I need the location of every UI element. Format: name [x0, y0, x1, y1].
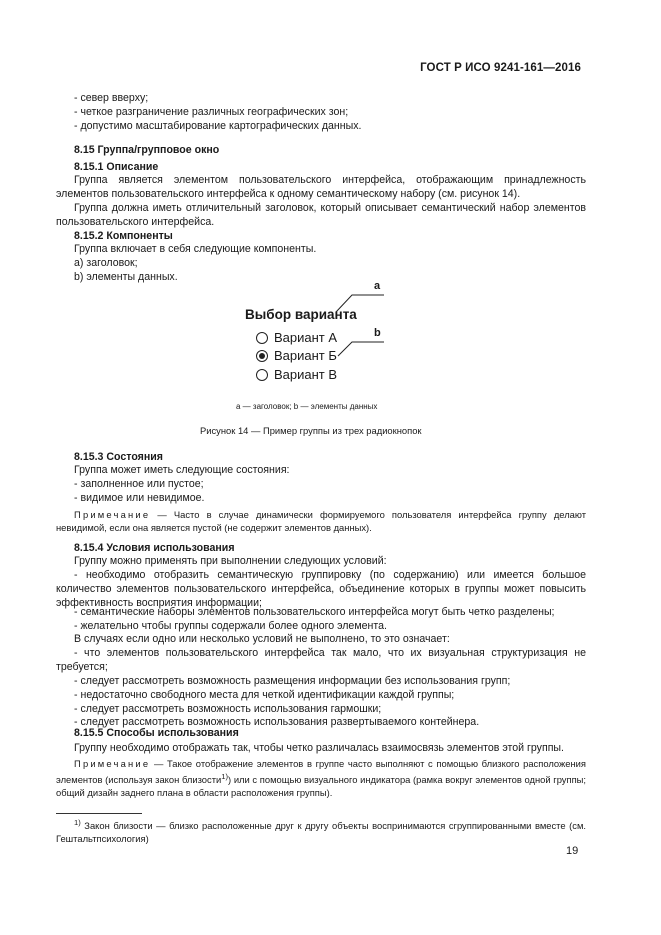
footnote-mark: 1)	[74, 818, 81, 827]
paragraph: Группа является элементом пользовательского интерфейса, отображающим принадлежность элементов пользовательского интерфейса к одному семантическому набору (см. рисунок 14).	[56, 174, 586, 201]
paragraph: Группа должна иметь отличительный заголовок, который описывает семантический набор элементов пользовательского интерфейса.	[56, 202, 586, 229]
footnote	[56, 816, 586, 845]
radio-unselected-icon	[256, 332, 268, 344]
note	[56, 508, 586, 534]
paragraph: Группа включает в себя следующие компоненты.	[74, 243, 317, 255]
radio-option-v[interactable]	[256, 366, 337, 383]
page-number: 19	[566, 845, 579, 857]
list-item: - желательно чтобы группы содержали более одного элемента.	[74, 620, 387, 632]
subsection-heading: 8.15.3 Состояния	[74, 451, 163, 463]
note-label: Примечание	[74, 509, 151, 520]
document-header: ГОСТ Р ИСО 9241-161—2016	[420, 62, 581, 74]
paragraph: Группа может иметь следующие состояния:	[74, 464, 290, 476]
radio-label: Вариант Б	[274, 348, 337, 363]
note-text: — Такое отображение элементов в группе часто выполняют с помощью близкого расположения элементов (используя закон близости	[56, 758, 586, 786]
list-item: - недостаточно свободного места для четкой идентификации каждой группы;	[74, 689, 455, 701]
radio-label: Вариант А	[274, 330, 338, 345]
list-item: - видимое или невидимое.	[74, 492, 205, 504]
list-item: - следует рассмотреть возможность размещения информации без использования групп;	[74, 675, 511, 687]
section-heading: 8.15 Группа/групповое окно	[74, 144, 220, 156]
footnote-text: Закон близости — близко расположенные друг к другу объекты воспринимаются сгруппированными вместе (см. Гештальтпсихология)	[56, 820, 586, 845]
figure-label-b: b	[374, 327, 381, 339]
footnote-ref: 1)	[221, 772, 229, 781]
list-item: - семантические наборы элементов пользовательского интерфейса могут быть четко разделены;	[74, 606, 555, 618]
paragraph: В случаях если одно или несколько условий не выполнено, то это означает:	[74, 633, 450, 645]
list-item: b) элементы данных.	[74, 271, 178, 283]
figure-label-a: a	[374, 280, 381, 292]
subsection-heading: 8.15.2 Компоненты	[74, 230, 173, 242]
paragraph: Группу необходимо отображать так, чтобы четко различалась взаимосвязь элементов этой группы.	[74, 742, 564, 754]
note-text: — Часто в случае динамически формируемого пользователя интерфейса группу делают невидимой, если она является пустой (не содержит элементов данных).	[56, 509, 586, 533]
list-item: - следует рассмотреть возможность использования гармошки;	[74, 703, 382, 715]
list-item: - что элементов пользовательского интерфейса так мало, что их визуальная структуризация не требуется;	[56, 647, 586, 674]
radio-unselected-icon	[256, 369, 268, 381]
radio-option-b[interactable]	[256, 347, 337, 364]
list-item: - допустимо масштабирование картографических данных.	[74, 120, 362, 132]
list-item: - заполненное или пустое;	[74, 478, 204, 490]
radio-option-a[interactable]	[256, 329, 337, 346]
list-item: a) заголовок;	[74, 257, 138, 269]
figure-group-title: Выбор варианта	[245, 307, 357, 322]
footnote-separator	[56, 813, 142, 814]
note-label: Примечание	[74, 758, 151, 769]
note	[56, 757, 586, 799]
radio-label: Вариант В	[274, 367, 338, 382]
list-item: - необходимо отобразить семантическую группировку (по содержанию) или имеется большое количество элементов пользовательского интерфейса, объединение которых в группы может повысить эффективность восприятия информации;	[56, 569, 586, 610]
subsection-heading: 8.15.4 Условия использования	[74, 542, 235, 554]
list-item: - север вверху;	[74, 92, 149, 104]
subsection-heading: 8.15.1 Описание	[74, 161, 159, 173]
list-item: - четкое разграничение различных географических зон;	[74, 106, 349, 118]
paragraph: Группу можно применять при выполнении следующих условий:	[74, 555, 387, 567]
subsection-heading: 8.15.5 Способы использования	[74, 727, 239, 739]
figure-legend: a — заголовок; b — элементы данных	[236, 402, 378, 411]
figure-caption: Рисунок 14 — Пример группы из трех радиокнопок	[200, 425, 422, 436]
list-item: - следует рассмотреть возможность использования развертываемого контейнера.	[74, 716, 480, 728]
radio-selected-icon	[256, 350, 268, 362]
note-text: ) или с помощью визуального индикатора (рамка вокруг элементов одной группы; общий дизайн заднего плана в области расположения группы).	[56, 774, 586, 799]
